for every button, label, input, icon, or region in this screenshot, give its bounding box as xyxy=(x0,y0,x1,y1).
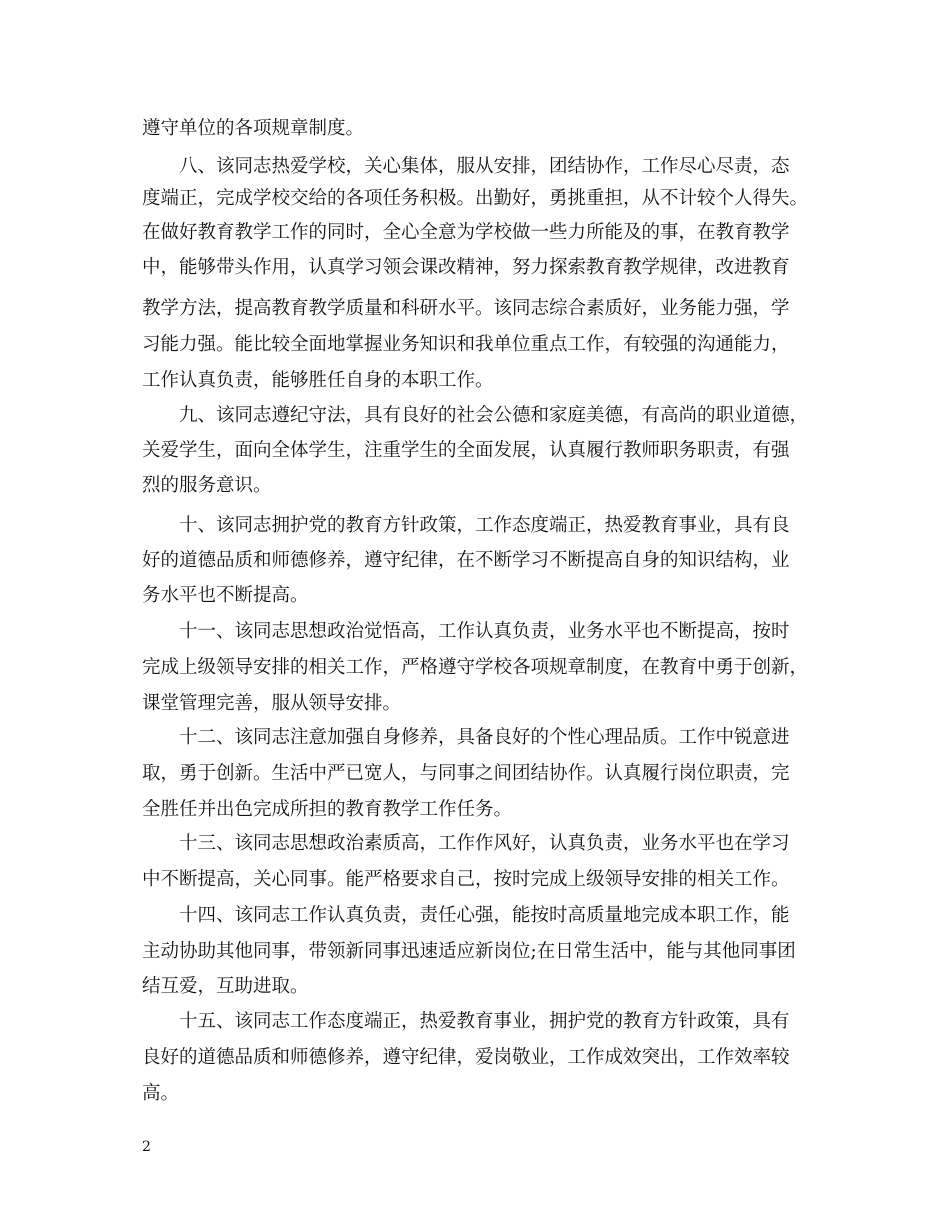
text-line: 取，勇于创新。生活中严已宽人，与同事之间团结协作。认真履行岗位职责，完 xyxy=(142,763,790,784)
text-line: 全胜任并出色完成所担的教育教学工作任务。 xyxy=(142,799,513,820)
text-line: 完成上级领导安排的相关工作，严格遵守学校各项规章制度，在教育中勇于创新， xyxy=(142,657,809,678)
text-line: 好的道德品质和师德修养，遵守纪律，在不断学习不断提高自身的知识结构，业 xyxy=(142,550,790,571)
page-number: 2 xyxy=(142,1139,151,1155)
text-line: 务水平也不断提高。 xyxy=(142,585,309,606)
text-line: 习能力强。能比较全面地掌握业务知识和我单位重点工作，有较强的沟通能力， xyxy=(142,334,790,355)
text-line: 八、该同志热爱学校，关心集体，服从安排，团结协作，工作尽心尽责，态 xyxy=(179,156,790,177)
text-line: 教学方法，提高教育教学质量和科研水平。该同志综合素质好，业务能力强，学 xyxy=(142,298,790,319)
text-line: 关爱学生，面向全体学生，注重学生的全面发展，认真履行教师职务职责，有强 xyxy=(142,440,790,461)
text-line: 十三、该同志思想政治素质高，工作作风好，认真负责，业务水平也在学习 xyxy=(179,833,790,854)
text-line: 十一、该同志思想政治觉悟高，工作认真负责，业务水平也不断提高，按时 xyxy=(179,621,790,642)
text-line: 在做好教育教学工作的同时，全心全意为学校做一些力所能及的事，在教育教学 xyxy=(142,222,790,243)
text-line: 烈的服务意识。 xyxy=(142,475,272,496)
text-line: 高。 xyxy=(142,1083,180,1104)
text-line: 十二、该同志注意加强自身修养，具备良好的个性心理品质。工作中锐意进 xyxy=(179,727,790,748)
text-line: 中，能够带头作用，认真学习领会课改精神，努力探索教育教学规律，改进教育 xyxy=(142,257,790,278)
text-line: 良好的道德品质和师德修养，遵守纪律，爱岗敬业，工作成效突出，工作效率较 xyxy=(142,1047,790,1068)
text-line: 工作认真负责，能够胜任自身的本职工作。 xyxy=(142,370,494,391)
text-line: 九、该同志遵纪守法，具有良好的社会公德和家庭美德，有高尚的职业道德， xyxy=(179,405,809,426)
text-line: 度端正，完成学校交给的各项任务积极。出勤好，勇挑重担，从不计较个人得失。 xyxy=(142,188,809,209)
text-line: 十、该同志拥护党的教育方针政策，工作态度端正，热爱教育事业，具有良 xyxy=(179,515,790,536)
text-line: 十五、该同志工作态度端正，热爱教育事业，拥护党的教育方针政策，具有 xyxy=(179,1011,790,1032)
text-line: 课堂管理完善，服从领导安排。 xyxy=(142,693,402,714)
text-line: 结互爱，互助进取。 xyxy=(142,976,309,997)
text-line: 主动协助其他同事，带领新同事迅速适应新岗位;在日常生活中，能与其他同事团 xyxy=(142,941,796,962)
text-line: 十四、该同志工作认真负责，责任心强，能按时高质量地完成本职工作，能 xyxy=(179,905,790,926)
text-line: 遵守单位的各项规章制度。 xyxy=(142,118,365,139)
text-line: 中不断提高，关心同事。能严格要求自己，按时完成上级领导安排的相关工作。 xyxy=(142,869,790,890)
